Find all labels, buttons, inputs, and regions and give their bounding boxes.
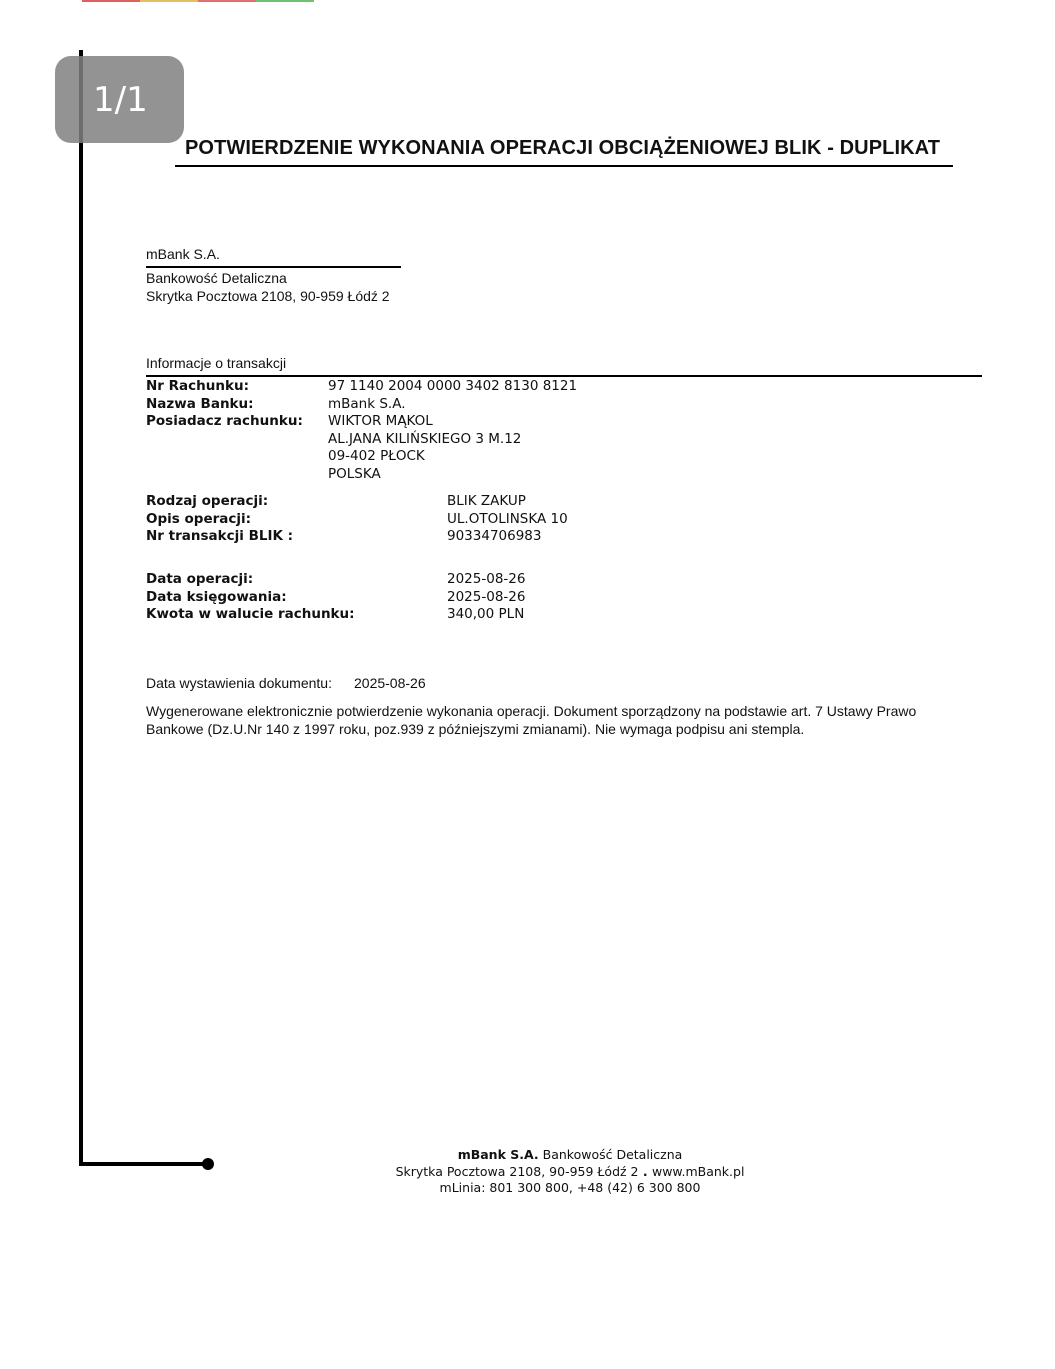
bank-name-value: mBank S.A. [328,396,406,412]
booking-date-value: 2025-08-26 [447,589,526,605]
page-counter-badge [55,56,184,143]
operation-date-label: Data operacji: [146,571,254,587]
bank-name-label: Nazwa Banku: [146,396,254,412]
blik-number-value: 90334706983 [447,528,542,544]
issue-date-label: Data wystawienia dokumentu: [146,675,332,691]
bank-name: mBank S.A. [146,246,220,262]
operation-info [146,493,846,549]
footer-address-line [320,1164,820,1181]
title-underline [175,165,953,167]
legal-note: Wygenerowane elektronicznie potwierdzenie wykonania operacji. Dokument sporządzony na podstawie art. 7 Ustawy Prawo Bankowe (Dz.U.Nr 140 z 1997 roku, poz.939 z późniejszymi zmianami). Nie wymaga podpisu ani stempla. [146,703,917,737]
bank-address: Skrytka Pocztowa 2108, 90-959 Łódź 2 [146,288,390,304]
operation-desc-label: Opis operacji: [146,511,252,527]
strip-segment [140,0,198,2]
border-end-dot [202,1158,214,1170]
holder-street: AL.JANA KILIŃSKIEGO 3 M.12 [328,431,522,447]
footer-address: Skrytka Pocztowa 2108, 90-959 Łódź 2 [395,1163,639,1179]
footer-phones: mLinia: 801 300 800, +48 (42) 6 300 800 [439,1180,701,1195]
page-counter: 1/1 [93,79,148,120]
left-border-line [79,50,83,1166]
strip-segment [198,0,256,2]
section-title: Informacje o transakcji [146,355,287,371]
account-info [146,378,846,488]
bottom-border-line [79,1162,207,1166]
operation-date-value: 2025-08-26 [447,571,526,587]
strip-segment [256,0,314,2]
bank-address-block [146,269,390,305]
amount-value: 340,00 PLN [447,606,525,622]
operation-type-value: BLIK ZAKUP [447,493,526,509]
dates-info [146,571,846,627]
footer-separator: . [638,1163,652,1179]
footer-bank-line [320,1147,820,1164]
operation-type-label: Rodzaj operacji: [146,493,269,509]
bank-division: Bankowość Detaliczna [146,270,287,286]
footer [320,1147,820,1197]
footer-bank-name: mBank S.A. [457,1147,539,1162]
section-underline [146,375,982,377]
holder-label: Posiadacz rachunku: [146,413,303,429]
footer-website-link[interactable]: www.mBank.pl [651,1163,745,1179]
account-number-label: Nr Rachunku: [146,378,249,394]
booking-date-label: Data księgowania: [146,589,287,605]
holder-city: 09-402 PŁOCK [328,448,425,464]
top-color-strip [82,0,314,2]
footer-bank-division: Bankowość Detaliczna [538,1147,683,1162]
operation-desc-value: UL.OTOLINSKA 10 [447,511,568,527]
document-title: POTWIERDZENIE WYKONANIA OPERACJI OBCIĄŻENIOWEJ BLIK - DUPLIKAT [184,137,941,159]
bank-name-underline [146,266,401,268]
holder-country: POLSKA [328,466,381,482]
strip-segment [82,0,140,2]
blik-number-label: Nr transakcji BLIK : [146,528,294,544]
holder-name: WIKTOR MĄKOL [328,413,433,429]
issue-date-value: 2025-08-26 [354,675,426,691]
amount-label: Kwota w walucie rachunku: [146,606,355,622]
account-number-value: 97 1140 2004 0000 3402 8130 8121 [328,378,578,394]
